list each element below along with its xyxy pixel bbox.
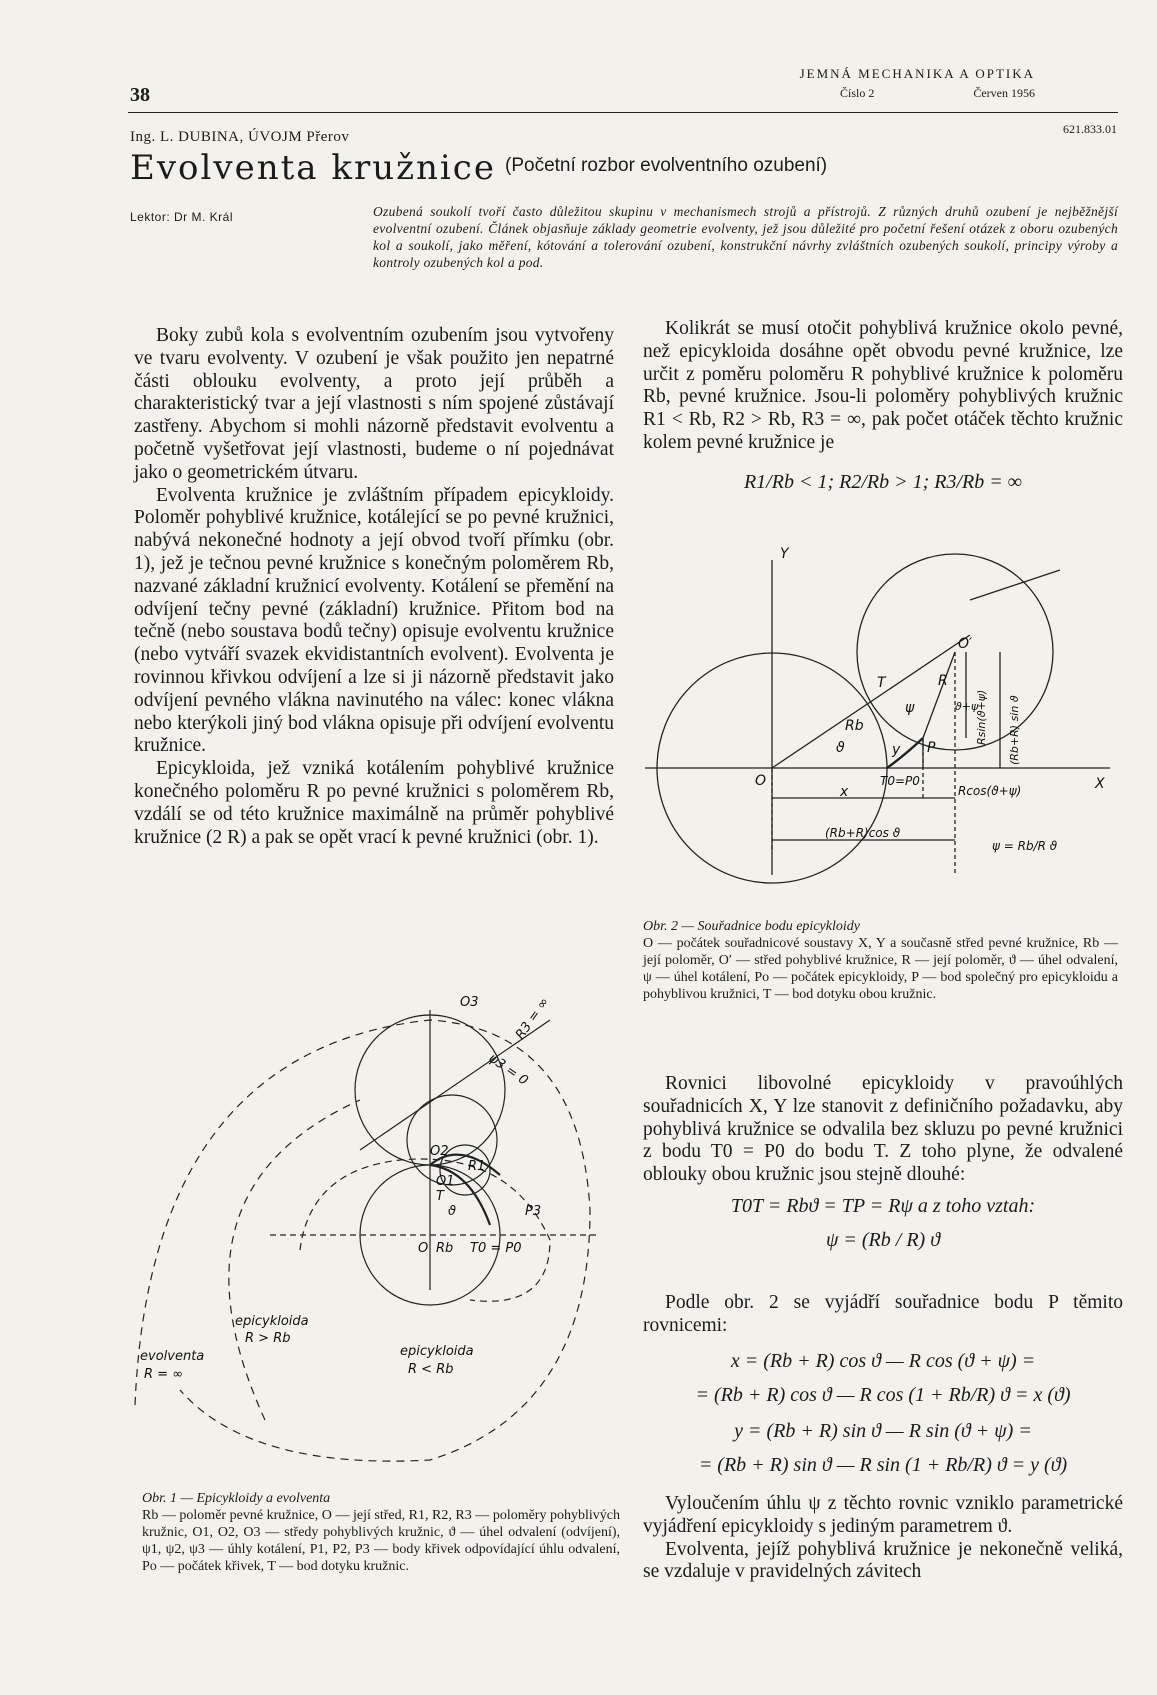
r-label: R xyxy=(938,673,948,689)
article-lector: Lektor: Dr M. Král xyxy=(130,210,234,224)
psi-equation-label: ψ = Rb/R ϑ xyxy=(992,839,1058,853)
paragraph: Evolventa, jejíž pohyblivá kružnice je nekonečně veliká, se vzdaluje v pravidelných závitech xyxy=(643,1538,1123,1583)
page-number: 38 xyxy=(130,84,150,106)
evolventa-label: evolventa xyxy=(140,1349,205,1364)
t0p0-label: T0 = P0 xyxy=(470,1241,522,1256)
o2-label: O2 xyxy=(430,1144,449,1159)
epicycloid-r-lt-rb xyxy=(300,1159,550,1301)
article-title: Evolventa kružnice xyxy=(130,148,496,188)
paragraph: Podle obr. 2 se vyjádří souřadnice bodu P těmito rovnicemi: xyxy=(643,1292,1123,1336)
figure-2-caption xyxy=(643,918,1118,1003)
radius-to-p xyxy=(923,652,955,738)
figure-2-caption-body: O — počátek souřadnicové soustavy X, Y a současně střed pevné kružnice, Rb — její poloměr, O′ — střed pohyblivé kružnice, R — její poloměr, ϑ — úhel odvalení, ψ — úhel kotálení, Po — počátek epicykloidy, P — bod společný pro epicykloidu a pohyblivou kružnici, T — bod dotyku obou kružnic. xyxy=(643,936,1118,1002)
o-label: O xyxy=(418,1241,429,1256)
epicycloid-r-gt-rb xyxy=(229,1100,360,1420)
psi3-label: ψ3 = 0 xyxy=(485,1050,531,1089)
rb-label: Rb xyxy=(436,1241,454,1256)
theta-label: ϑ xyxy=(836,740,845,756)
t0p0-label: T0=P0 xyxy=(880,774,920,788)
o1-label: O1 xyxy=(436,1174,455,1189)
right-column-equations xyxy=(643,1292,1123,1478)
udc-code: 621.833.01 xyxy=(1063,122,1117,136)
rsin-label: Rsin(ϑ+ψ) xyxy=(975,689,988,745)
header-rule xyxy=(128,112,1118,113)
equation-y1: y = (Rb + R) sin ϑ — R sin (ϑ + ψ) = xyxy=(734,1419,1032,1442)
figure-1-caption-body: Rb — poloměr pevné kružnice, O — její střed, R1, R2, R3 — poloměry pohyblivých kružnic, O1, O2, O3 — středy pohyblivých kružnic, ϑ — úhel odvalení (odvíjení), ψ1, ψ2, ψ3 — úhly kotálení, P1, P2, P3 — body křivek odpovídající úhlu odvalení, Po — počátek křivek, T — bod dotyku kružnic. xyxy=(142,1508,620,1574)
x-dim-label: x xyxy=(840,784,849,800)
psi-label: ψ xyxy=(905,700,915,716)
evolventa-cond: R = ∞ xyxy=(144,1367,184,1382)
right-column-middle xyxy=(643,1073,1123,1253)
figure-1-caption-head: Obr. 1 — Epicykloidy a evolventa xyxy=(142,1491,331,1506)
rb-label: Rb xyxy=(845,718,864,734)
article-abstract: Ozubená soukolí tvoří často důležitou skupinu v mechanismech strojů a přístrojů. Z různých druhů ozubení je nejběžnější evolventní ozubení. Článek objasňuje základy geometrie evolventy, jež jsou důležité pro početní řešení otázek z oboru ozubených kol a soukolí, jako měření, kótování a tolerování ozubení, konstrukční návrhy zvláštních ozubených soukolí, principy výroby a kontroly ozubených kol a pod. xyxy=(373,204,1118,270)
r1-label: R1 xyxy=(468,1159,486,1174)
issue-date: Červen 1956 xyxy=(973,86,1035,100)
equation-y2: = (Rb + R) sin ϑ — R sin (1 + Rb/R) ϑ = y (ϑ) xyxy=(698,1453,1068,1476)
y-dim-label: y xyxy=(892,742,901,758)
rbrcos-label: (Rb+R)cos ϑ xyxy=(825,826,901,840)
r3-label: R3 = ∞ xyxy=(512,994,553,1043)
paragraph: Boky zubů kola s evolventním ozubením jsou vytvořeny ve tvaru evolventy. V ozubení je však použito jen nepatrné části oblouku evolventy, a proto její průběh a charakteristický tvar a její vlastnosti s ním spojené zůstávají zastřeny. Abychom si mohli názorně představit evolventu a početně vyšetřovat její vlastnosti, budeme o ní pojednávat jako o geometrickém útvaru. xyxy=(134,325,614,483)
right-column-bottom xyxy=(643,1493,1123,1584)
theta-psi-label: ϑ+ψ xyxy=(955,700,979,713)
epicykloida-lt-label: epicykloida xyxy=(400,1344,474,1359)
paragraph: Evolventa kružnice je zvláštním případem epicykloidy. Poloměr pohyblivé kružnice, kotálející se po pevné kružnici, nabývá nekonečné hodnoty a její obvod tvoří přímku (obr. 1), jež je tečnou pevné kružnice s konečným poloměrem Rb, nazvané základní kružnicí evolventy. Kotálení se přemění na odvíjení tečny pevné (základní) kružnice. Přitom bod na tečně (nebo soustava bodů tečny) opisuje evolventu kružnice (nebo vytváří svazek ekvidistantních evolvent). Evolventa je rovinnou křivkou odvíjení a lze si ji názorně představit jako odvíjení pevného vlákna navinutého na válec: konec vlákna nebo kterýkoli jiný bod vlákna opisuje při odvíjení evolventu kružnice. xyxy=(134,484,614,757)
right-column-top xyxy=(643,318,1123,495)
figure-2 xyxy=(640,540,1120,910)
p3-label: P3 xyxy=(525,1204,542,1219)
paragraph: Vyloučením úhlu ψ z těchto rovnic vzniklo parametrické vyjádření epicykloidy s jediným parametrem ϑ. xyxy=(643,1493,1123,1537)
epicykloida-gt-cond: R > Rb xyxy=(245,1331,291,1346)
theta-label: ϑ xyxy=(448,1204,457,1219)
figure-2-caption-head: Obr. 2 — Souřadnice bodu epicykloidy xyxy=(643,919,860,934)
article-authors: Ing. L. DUBINA, ÚVOJM Přerov xyxy=(130,129,350,145)
paragraph: Kolikrát se musí otočit pohyblivá kružnice okolo pevné, než epicykloida dosáhne opět obvodu pevné kružnice, lze určit z poměru poloměru R pohyblivé kružnice k poloměru Rb, pevné kružnice. Jsou-li poloměry pohyblivých kružnic R1 < Rb, R2 > Rb, R3 = ∞, pak počet otáček těchto kružnic kolem pevné kružnice je xyxy=(643,318,1123,453)
psi-formula: ψ = (Rb / R) ϑ xyxy=(825,1228,941,1251)
t-label: T xyxy=(436,1189,444,1204)
equation-x1: x = (Rb + R) cos ϑ — R cos (ϑ + ψ) = xyxy=(730,1349,1036,1372)
epicykloida-lt-cond: R < Rb xyxy=(408,1362,454,1377)
p-label: P xyxy=(927,740,936,756)
paragraph: Rovnici libovolné epicykloidy v pravoúhlých souřadnicích X, Y lze stanovit z definičního požadavku, aby pohyblivá kružnice se odvalila bez skluzu po pevné kružnici z bodu T0 = P0 do bodu T. Z toho plyne, že odvalené oblouky obou kružnic jsou stejně dlouhé: xyxy=(643,1073,1123,1186)
arc-formula: T0T = Rbϑ = TP = Rψ a z toho vztah: xyxy=(730,1194,1036,1217)
origin-label: O xyxy=(755,773,767,789)
rbrsin-label: (Rb+R) sin ϑ xyxy=(1008,695,1021,765)
center-line xyxy=(772,635,970,768)
paragraph: Epicykloida, jež vzniká kotálením pohyblivé kružnice konečného poloměru R po pevné kružnici s poloměrem Rb, vzdálí se od této kružnice maximálně na průměr pohyblivé kružnice (2 R) a pak se opět vrací k pevné kružnici (obr. 1). xyxy=(134,758,614,848)
equation-x2: = (Rb + R) cos ϑ — R cos (1 + Rb/R) ϑ = x (ϑ) xyxy=(695,1383,1071,1406)
figure-1 xyxy=(130,990,630,1480)
t-label: T xyxy=(877,675,886,691)
issue-number: Číslo 2 xyxy=(840,86,875,100)
left-column xyxy=(134,325,614,849)
article-subtitle: (Početní rozbor evolventního ozubení) xyxy=(505,155,828,176)
x-axis-label: X xyxy=(1095,776,1105,792)
y-axis-label: Y xyxy=(780,546,789,562)
rcos-label: Rcos(ϑ+ψ) xyxy=(958,784,1022,798)
o3-label: O3 xyxy=(460,995,479,1010)
ratio-formula: R1/Rb < 1; R2/Rb > 1; R3/Rb = ∞ xyxy=(743,470,1023,493)
epicykloida-gt-label: epicykloida xyxy=(235,1314,309,1329)
journal-name: JEMNÁ MECHANIKA A OPTIKA xyxy=(799,66,1035,81)
o-prime-label: O′ xyxy=(958,636,973,652)
figure-1-caption xyxy=(142,1490,620,1575)
